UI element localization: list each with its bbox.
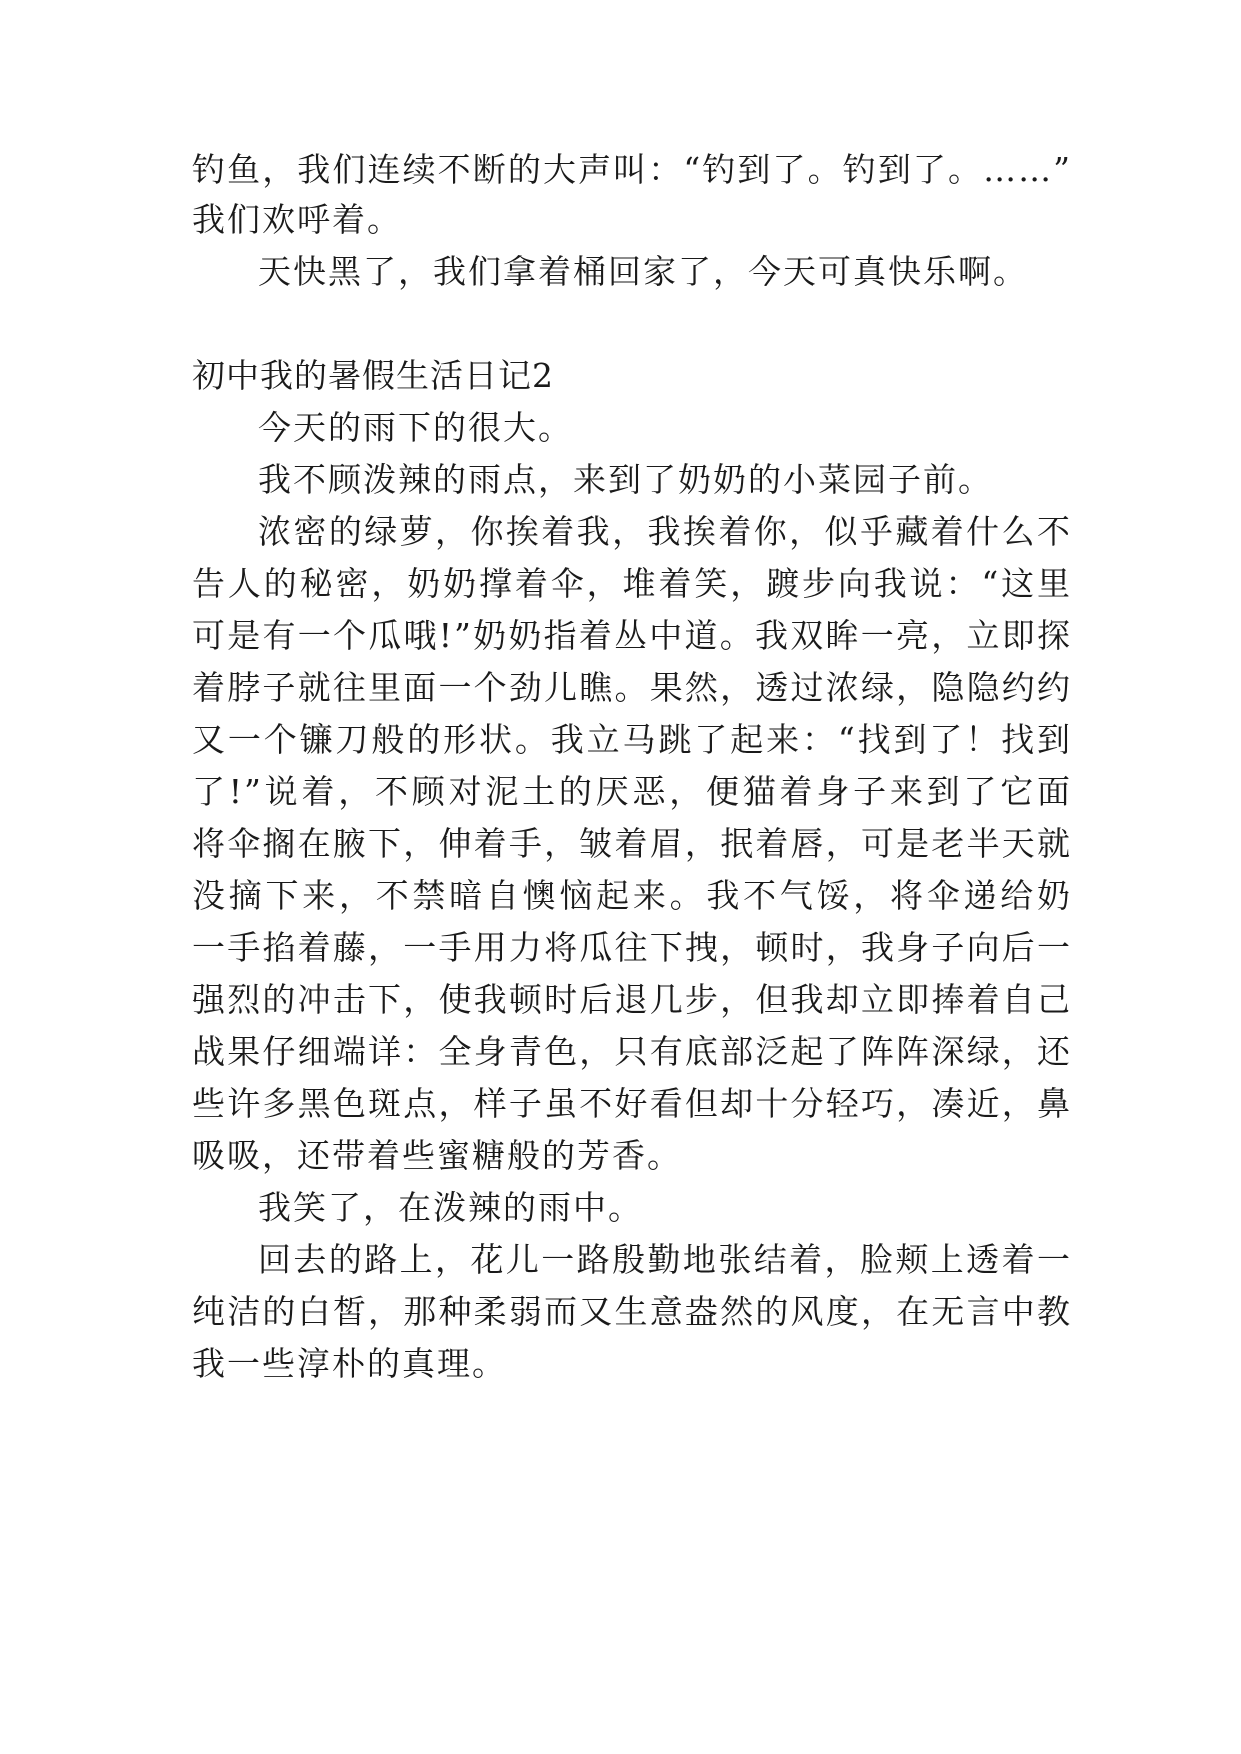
paragraph-3-line-13: 吸吸，还带着些蜜糖般的芳香。: [192, 1136, 682, 1175]
paragraph-3-line-10: 强烈的冲击下，使我顿时后退几步，但我却立即捧着自己: [192, 980, 1072, 1019]
paragraph-5-line-3: 我一些淳朴的真理。: [192, 1344, 507, 1383]
paragraph-3-line-3: 可是有一个瓜哦!”奶奶指着丛中道。我双眸一亮，立即探: [192, 616, 1072, 655]
paragraph-3-line-1: 浓密的绿萝，你挨着我，我挨着你，似乎藏着什么不: [258, 512, 1072, 551]
paragraph-5-line-1: 回去的路上，花儿一路殷勤地张结着，脸颊上透着一: [258, 1240, 1072, 1279]
section-title: 初中我的暑假生活日记2: [192, 356, 554, 395]
paragraph-3-line-11: 战果仔细端详：全身青色，只有底部泛起了阵阵深绿，还: [192, 1032, 1072, 1071]
continuation-line-1: 钓鱼，我们连续不断的大声叫：“钓到了。钓到了。……”: [192, 150, 1072, 189]
paragraph-3-line-5: 又一个镰刀般的形状。我立马跳了起来：“找到了！找到: [192, 720, 1072, 759]
paragraph-3-line-8: 没摘下来，不禁暗自懊恼起来。我不气馁，将伞递给奶: [192, 876, 1072, 915]
paragraph-2: 我不顾泼辣的雨点，来到了奶奶的小菜园子前。: [258, 460, 993, 499]
paragraph-3-line-2: 告人的秘密，奶奶撑着伞，堆着笑，踱步向我说：“这里: [192, 564, 1072, 603]
paragraph-3-line-12: 些许多黑色斑点，样子虽不好看但却十分轻巧，凑近，鼻: [192, 1084, 1072, 1123]
paragraph-1: 今天的雨下的很大。: [258, 408, 573, 447]
paragraph-3-line-6: 了!”说着，不顾对泥土的厌恶，便猫着身子来到了它面: [192, 772, 1072, 811]
paragraph-3-line-4: 着脖子就往里面一个劲儿瞧。果然，透过浓绿，隐隐约约: [192, 668, 1072, 707]
paragraph-3-line-9: 一手掐着藤，一手用力将瓜往下拽，顿时，我身子向后一: [192, 928, 1072, 967]
paragraph-3-line-7: 将伞搁在腋下，伸着手，皱着眉，抿着唇，可是老半天就: [192, 824, 1072, 863]
continuation-line-2: 我们欢呼着。: [192, 200, 402, 239]
paragraph-4: 我笑了，在泼辣的雨中。: [258, 1188, 643, 1227]
closing-paragraph: 天快黑了，我们拿着桶回家了，今天可真快乐啊。: [258, 252, 1028, 291]
paragraph-5-line-2: 纯洁的白皙，那种柔弱而又生意盎然的风度，在无言中教: [192, 1292, 1072, 1331]
